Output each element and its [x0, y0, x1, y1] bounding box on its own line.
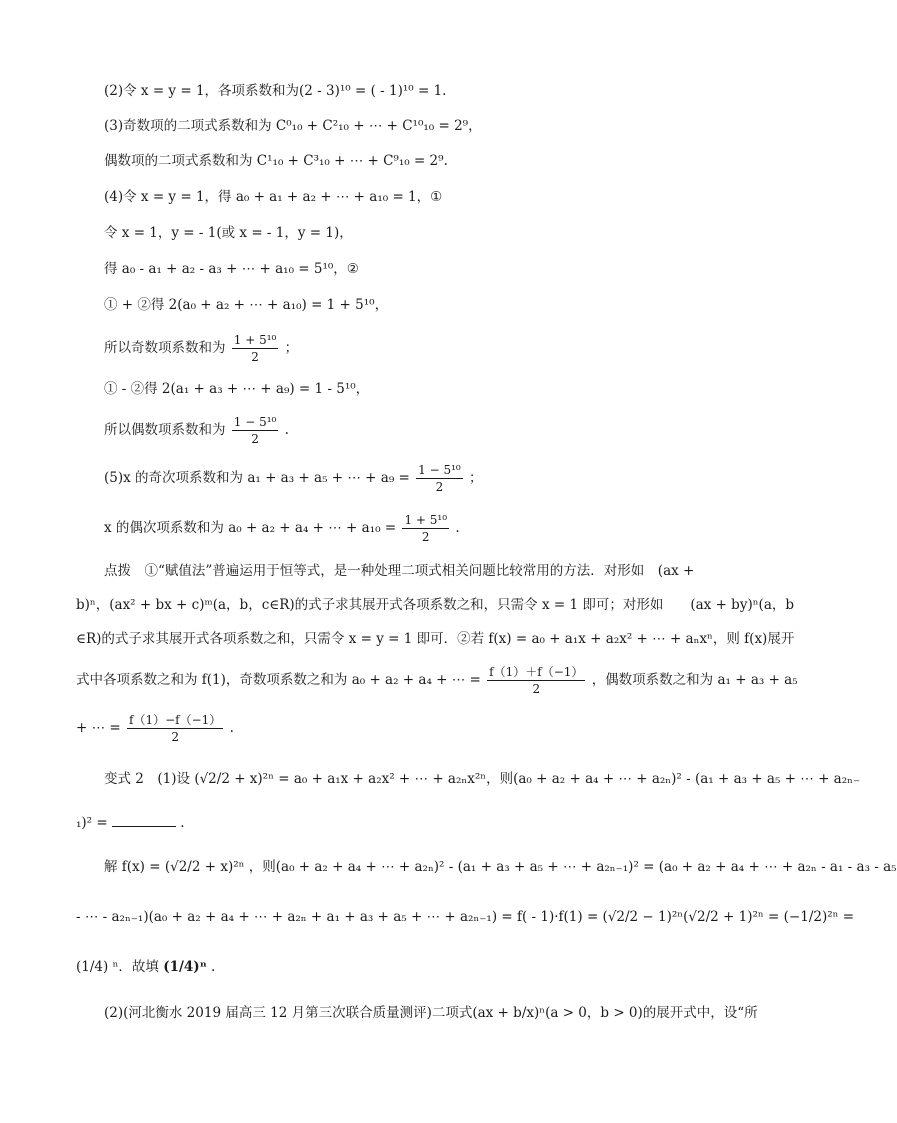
- next-problem-line: (2)(河北衡水 2019 届高三 12 月第三次联合质量测评)二项式(ax + b/x)ⁿ(a > 0，b > 0)的展开式中，设“所: [104, 1005, 758, 1021]
- tip-para-line-3: ∈R)的式子求其展开式各项系数之和，只需令 x = y = 1 即可．②若 f(x) = a₀ + a₁x + a₂x² + ⋯ + aₙxⁿ，则 f(x)展开: [76, 631, 795, 647]
- solution-line-4: (4)令 x = y = 1，得 a₀ + a₁ + a₂ + ⋯ + a₁₀ = 1，①: [104, 189, 443, 205]
- solution-line-4c: 得 a₀ - a₁ + a₂ - a₃ + ⋯ + a₁₀ = 5¹⁰，②: [104, 261, 359, 277]
- product-expression: (√2/2 − 1)²ⁿ(√2/2 + 1)²ⁿ: [602, 909, 764, 925]
- power-expression-2: (√2/2 + x)²ⁿ: [164, 859, 245, 875]
- odd-power-fraction: $\frac{\text{1 − 5¹⁰}}{2}$: [418, 463, 461, 494]
- solution-step-3: (1/4) ⁿ．故填 (1/4)ⁿ .: [76, 959, 216, 975]
- neg-half-expression: (−1/2)²ⁿ: [783, 909, 839, 925]
- odd-sum-fraction: $\frac{\text{1 + 5¹⁰}}{2}$: [233, 333, 277, 364]
- tip-para-line-2: b)ⁿ，(ax² + bx + c)ᵐ(a，b，c∈R)的式子求其展开式各项系数之和，只需令 x = 1 即可；对形如 (ax + by)ⁿ(a，b: [76, 597, 795, 613]
- power-expression: (√2/2 + x)²ⁿ: [194, 771, 274, 787]
- solution-line-4d: ① + ②得 2(a₀ + a₂ + ⋯ + a₁₀) = 1 + 5¹⁰，: [104, 297, 389, 313]
- solution-line-4b: 令 x = 1，y = - 1(或 x = - 1，y = 1)，: [104, 225, 353, 241]
- answer-expression: (1/4)ⁿ: [163, 959, 207, 975]
- odd-sum-line: 所以奇数项系数和为 $\frac{\text{1 + 5¹⁰}}{2}$ ；: [104, 333, 299, 364]
- quarter-expression: (1/4): [76, 959, 109, 975]
- solution-step-1: 解 f(x) = (√2/2 + x)²ⁿ ，则(a₀ + a₂ + a₄ + ⋯ + a₂ₙ)² - (a₁ + a₃ + a₅ + ⋯ + a₂ₙ₋₁)² = (a₀ + a₂ + a₄ + ⋯ + a₂ₙ - a₁ - a₃ - a₅: [104, 859, 897, 875]
- even-coef-fraction: $\frac{f(1)-f(-1)}{2}$: [129, 713, 222, 744]
- even-sum-fraction: $\frac{\text{1 − 5¹⁰}}{2}$: [233, 415, 277, 446]
- tip-para-line-5: + ⋯ = $\frac{f(1)-f(-1)}{2}$ .: [76, 713, 234, 744]
- variant-2-line-2: ₁)² = .: [76, 815, 185, 831]
- solution-line-4e: ① - ②得 2(a₁ + a₃ + ⋯ + a₉) = 1 - 5¹⁰，: [104, 381, 370, 397]
- solution-step-2: - ⋯ - a₂ₙ₋₁)(a₀ + a₂ + a₄ + ⋯ + a₂ₙ + a₁ + a₃ + a₅ + ⋯ + a₂ₙ₋₁) = f( - 1)·f(1) = (√2/2 − 1)²ⁿ(√2/2 + 1)²ⁿ = (−1/2)²ⁿ =: [76, 909, 855, 925]
- solution-line-3: (3)奇数项的二项式系数和为 C⁰₁₀ + C²₁₀ + ⋯ + C¹⁰₁₀ = 2⁹，: [104, 118, 482, 134]
- tip-para-line-1: 点拨 ①“赋值法”普遍运用于恒等式，是一种处理二项式相关问题比较常用的方法．对形如 (ax +: [104, 563, 695, 579]
- solution-line-3b: 偶数项的二项式系数和为 C¹₁₀ + C³₁₀ + ⋯ + C⁹₁₀ = 2⁹.: [104, 153, 448, 169]
- tip-para-line-4: 式中各项系数之和为 f(1)，奇数项系数之和为 a₀ + a₂ + a₄ + ⋯ = $\frac{f(1)+f(-1)}{2}$ ，偶数项系数之和为 a₁ + a₃ + a₅: [76, 665, 798, 696]
- even-power-fraction: $\frac{\text{1 + 5¹⁰}}{2}$: [404, 513, 448, 544]
- solution-line-2: (2)令 x = y = 1，各项系数和为(2 - 3)¹⁰ = ( - 1)¹⁰ = 1.: [104, 83, 447, 99]
- odd-power-line: (5)x 的奇次项系数和为 a₁ + a₃ + a₅ + ⋯ + a₉ = $\frac{\text{1 − 5¹⁰}}{2}$ ；: [104, 463, 483, 494]
- even-sum-line: 所以偶数项系数和为 $\frac{\text{1 − 5¹⁰}}{2}$ .: [104, 415, 289, 446]
- odd-coef-fraction: $\frac{f(1)+f(-1)}{2}$: [489, 665, 584, 696]
- even-power-line: x 的偶次项系数和为 a₀ + a₂ + a₄ + ⋯ + a₁₀ = $\frac{\text{1 + 5¹⁰}}{2}$ .: [104, 513, 460, 544]
- answer-blank[interactable]: [112, 814, 176, 827]
- variant-2-line-1: 变式 2 (1)设 (√2/2 + x)²ⁿ = a₀ + a₁x + a₂x² + ⋯ + a₂ₙx²ⁿ，则(a₀ + a₂ + a₄ + ⋯ + a₂ₙ)² - (a₁ + a₃ + a₅ + ⋯ + a₂ₙ₋: [104, 771, 861, 787]
